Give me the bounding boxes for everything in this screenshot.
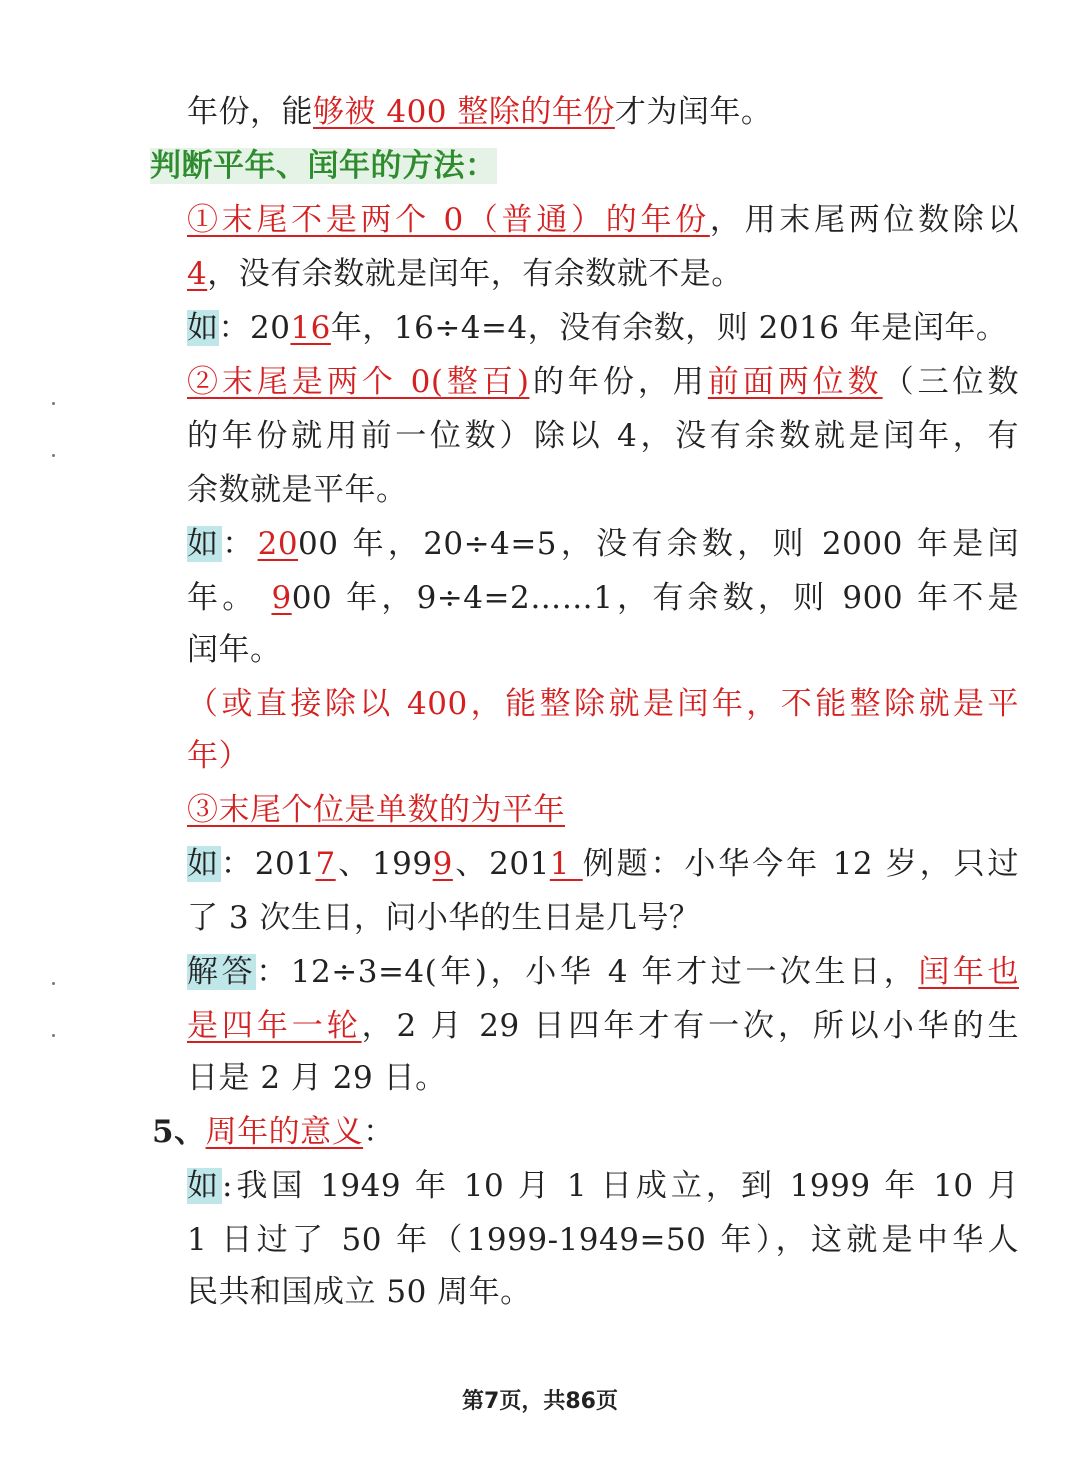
line-leap-400: 年份，能够被 400 整除的年份才为闰年。 xyxy=(187,94,773,130)
example1: 如：2016年，16÷4=4，没有余数，则 2016 年是闰年。 xyxy=(187,310,1008,346)
example2-line3: 闰年。 xyxy=(187,632,282,668)
answer-line1: 解答：12÷3=4(年)，小华 4 年才过一次生日，闰年也 xyxy=(187,954,1020,990)
example-label: 如 xyxy=(187,526,223,562)
note-line1: （或直接除以 400，能整除就是闰年，不能整除就是平 xyxy=(187,686,1019,722)
example-label: 如 xyxy=(187,846,221,882)
example4-line3: 民共和国成立 50 周年。 xyxy=(187,1274,532,1310)
rule2-line1: ②末尾是两个 0(整百)的年份，用前面两位数（三位数 xyxy=(187,364,1020,400)
example-label: 如 xyxy=(187,310,219,346)
example2-line1: 如：2000 年，20÷4=5，没有余数，则 2000 年是闰 xyxy=(187,526,1020,562)
rule2-line2: 的年份就用前一位数）除以 4，没有余数就是闰年，有 xyxy=(187,418,1019,454)
answer-label: 解答 xyxy=(187,954,257,990)
note-line2: 年） xyxy=(187,738,250,774)
rule2-line3: 余数就是平年。 xyxy=(187,472,408,508)
margin-dot xyxy=(52,1034,55,1037)
example2-line2: 年。 900 年，9÷4=2……1，有余数，则 900 年不是 xyxy=(187,580,1019,616)
rule1-line1: ①末尾不是两个 0（普通）的年份，用末尾两位数除以 xyxy=(187,202,1019,238)
method-heading: 判断平年、闰年的方法： xyxy=(150,148,497,184)
example4-line1: 如:我国 1949 年 10 月 1 日成立，到 1999 年 10 月 xyxy=(187,1168,1019,1204)
example-label: 如 xyxy=(187,1168,222,1204)
margin-dot xyxy=(52,982,55,985)
example3-line1: 如：2017、1999、2011 例题：小华今年 12 岁，只过 xyxy=(187,846,1020,882)
rule1-line2: 4，没有余数就是闰年，有余数就不是。 xyxy=(187,256,743,292)
page-footer: 第7页，共86页 xyxy=(462,1389,618,1414)
example3-line2: 了 3 次生日，问小华的生日是几号？ xyxy=(187,900,701,936)
margin-dot xyxy=(52,454,55,457)
example4-line2: 1 日过了 50 年（1999-1949=50 年），这就是中华人 xyxy=(187,1222,1019,1258)
rule3: ③末尾个位是单数的为平年 xyxy=(187,792,565,828)
answer-line3: 日是 2 月 29 日。 xyxy=(187,1060,447,1096)
margin-dot xyxy=(52,402,55,405)
answer-line2: 是四年一轮，2 月 29 日四年才有一次，所以小华的生 xyxy=(187,1008,1019,1044)
section5-heading: 5、周年的意义： xyxy=(152,1114,395,1150)
